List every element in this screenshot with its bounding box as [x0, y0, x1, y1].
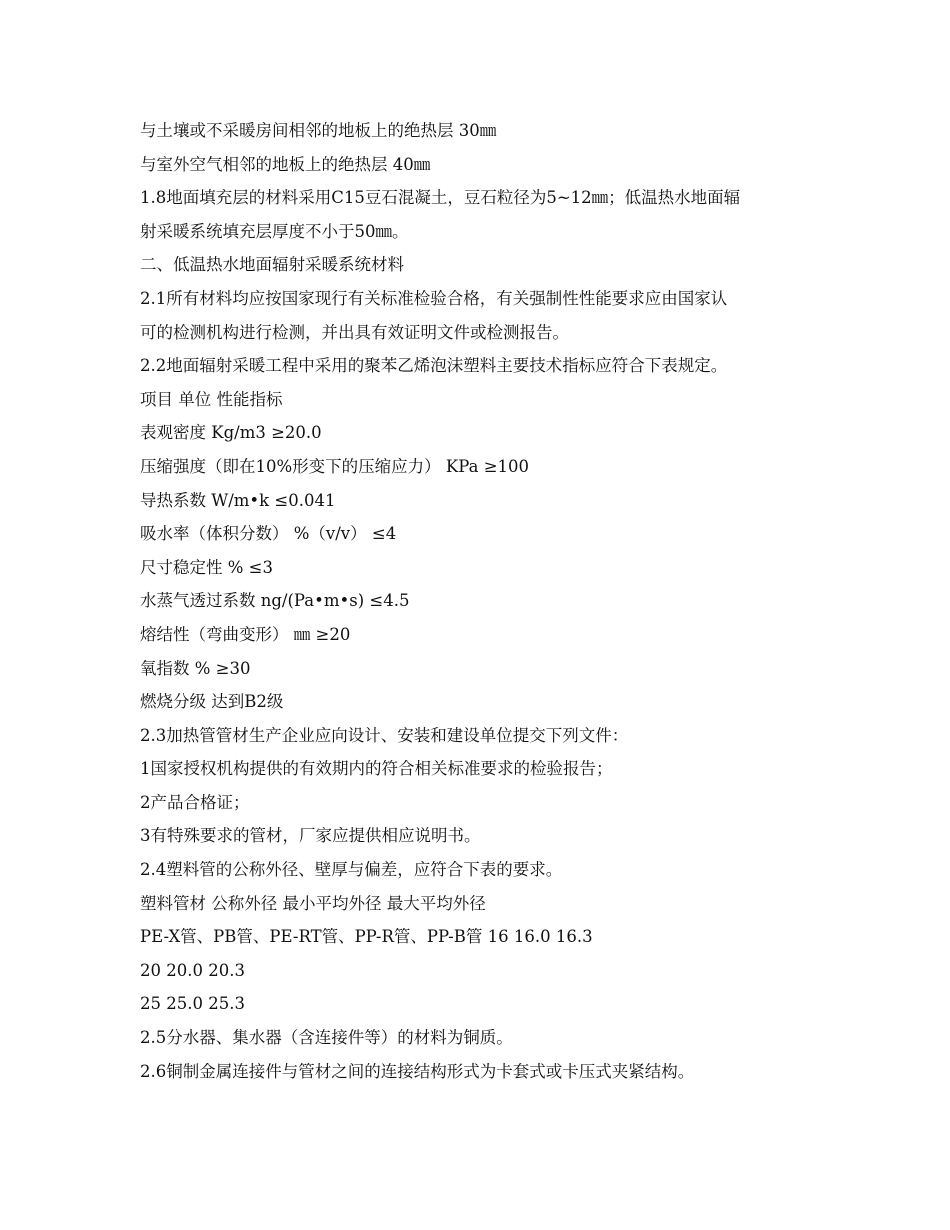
text-line: 与土壤或不采暖房间相邻的地板上的绝热层 30㎜: [140, 121, 497, 140]
section-heading: 二、低温热水地面辐射采暖系统材料: [140, 255, 404, 275]
table-row: 表观密度 Kg/m3 ≥20.0: [140, 423, 322, 443]
table-row: 氧指数 % ≥30: [140, 658, 251, 678]
text-line: 与室外空气相邻的地板上的绝热层 40㎜: [140, 154, 431, 174]
table-row: 导热系数 W/m•k ≤0.041: [140, 490, 336, 510]
table-row: 尺寸稳定性 % ≤3: [140, 557, 273, 577]
table-row: 25 25.0 25.3: [140, 994, 245, 1014]
text-line: 1.8地面填充层的材料采用C15豆石混凝土，豆石粒径为5~12㎜；低温热水地面辐: [140, 188, 741, 208]
document-body: [140, 114, 820, 1088]
text-line: 射采暖系统填充层厚度不小于50㎜。: [140, 221, 409, 241]
table-row: 20 20.0 20.3: [140, 960, 245, 980]
list-item: 2产品合格证；: [140, 792, 250, 812]
text-line: 2.3加热管管材生产企业应向设计、安装和建设单位提交下列文件：: [140, 725, 629, 745]
table-header-row: 项目 单位 性能指标: [140, 389, 283, 409]
text-line: 2.4塑料管的公称外径、壁厚与偏差，应符合下表的要求。: [140, 860, 563, 880]
text-line: 2.2地面辐射采暖工程中采用的聚苯乙烯泡沫塑料主要技术指标应符合下表规定。: [140, 356, 728, 376]
table-row: 水蒸气透过系数 ng/(Pa•m•s) ≤4.5: [140, 591, 410, 611]
text-line: 2.5分水器、集水器（含连接件等）的材料为铜质。: [140, 1028, 513, 1048]
table-row: 熔结性（弯曲变形） ㎜ ≥20: [140, 624, 351, 644]
table-row: PE-X管、PB管、PE-RT管、PP-R管、PP-B管 16 16.0 16.3: [140, 927, 593, 947]
table-row: 压缩强度（即在10%形变下的压缩应力） KPa ≥100: [140, 456, 530, 476]
text-line: 可的检测机构进行检测，并出具有效证明文件或检测报告。: [140, 322, 569, 342]
table-row: 吸水率（体积分数） %（v/v） ≤4: [140, 524, 397, 544]
text-line: 2.6铜制金属连接件与管材之间的连接结构形式为卡套式或卡压式夹紧结构。: [140, 1061, 695, 1081]
list-item: 1国家授权机构提供的有效期内的符合相关标准要求的检验报告；: [140, 759, 613, 779]
table-header-row: 塑料管材 公称外径 最小平均外径 最大平均外径: [140, 893, 486, 913]
table-row: 燃烧分级 达到B2级: [140, 692, 284, 712]
text-line: 2.1所有材料均应按国家现行有关标准检验合格，有关强制性性能要求应由国家认: [140, 288, 728, 308]
list-item: 3有特殊要求的管材，厂家应提供相应说明书。: [140, 826, 481, 846]
